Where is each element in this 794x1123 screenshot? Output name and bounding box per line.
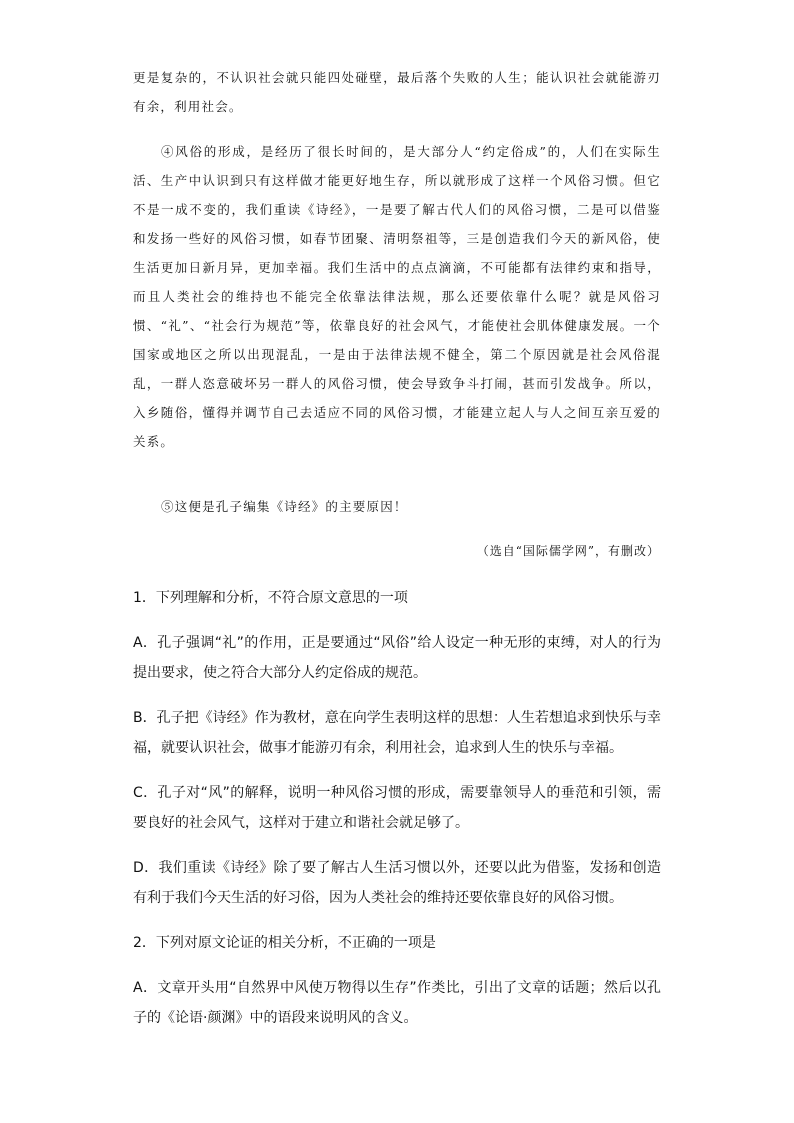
passage-paragraph-5: ⑤这便是孔子编集《诗经》的主要原因！ — [161, 499, 408, 514]
question-1-stem: 1．下列理解和分析，不符合原文意思的一项 — [133, 590, 408, 606]
question-1-option-d: D．我们重读《诗经》除了要了解古人生活习惯以外，还要以此为借鉴，发扬和创造有利于我们今天生活的好习俗，因为人类社会的维持还要依靠良好的风俗习惯。 — [133, 860, 661, 906]
question-2-option-a: A．文章开头用“自然界中风使万物得以生存”作类比，引出了文章的话题；然后以孔子的《论语·颜渊》中的语段来说明风的含义。 — [133, 980, 661, 1026]
question-2-stem: 2．下列对原文论证的相关分析，不正确的一项是 — [133, 935, 436, 951]
question-1-option-b: B．孔子把《诗经》作为教材，意在向学生表明这样的思想：人生若想追求到快乐与幸福，就要认识社会，做事才能游刃有余，利用社会，追求到人生的快乐与幸福。 — [133, 710, 661, 756]
question-1-option-a: A．孔子强调“礼”的作用，正是要通过“风俗”给人设定一种无形的束缚，对人的行为提出要求，使之符合大部分人约定俗成的规范。 — [133, 635, 661, 681]
passage-continuation: 更是复杂的，不认识社会就只能四处碰壁，最后落个失败的人生；能认识社会就能游刃有余，利用社会。 — [133, 70, 661, 114]
passage-paragraph-4: ④风俗的形成，是经历了很长时间的，是大部分人“约定俗成”的，人们在实际生活、生产中认识到只有这样做才能更好地生存，所以就形成了这样一个风俗习惯。但它不是一成不变的，我们重读《诗经》，一是要了解古代人们的风俗习惯，二是可以借鉴和发扬一些好的风俗习惯，如春节团聚、清明祭祖等，三是创造我们今天的新风俗，使生活更加日新月异，更加幸福。我们生活中的点点滴滴，不可能都有法律约束和指导，而且人类社会的维持也不能完全依靠法律法规，那么还要依靠什么呢？就是风俗习惯、“礼”、“社会行为规范”等，依靠良好的社会风气，才能使社会肌体健康发展。一个国家或地区之所以出现混乱，一是由于法律法规不健全，第二个原因就是社会风俗混乱，一群人恣意破坏另一群人的风俗习惯，使会导致争斗打闹，甚而引发战争。所以，入乡随俗，懂得并调节自己去适应不同的风俗习惯，才能建立起人与人之间互亲互爱的关系。 — [133, 144, 661, 449]
passage-source: （选自“国际儒学网”，有删改） — [476, 544, 660, 558]
question-1-option-c: C．孔子对“风”的解释，说明一种风俗习惯的形成，需要靠领导人的垂范和引领，需要良好的社会风气，这样对于建立和谐社会就足够了。 — [133, 785, 661, 831]
